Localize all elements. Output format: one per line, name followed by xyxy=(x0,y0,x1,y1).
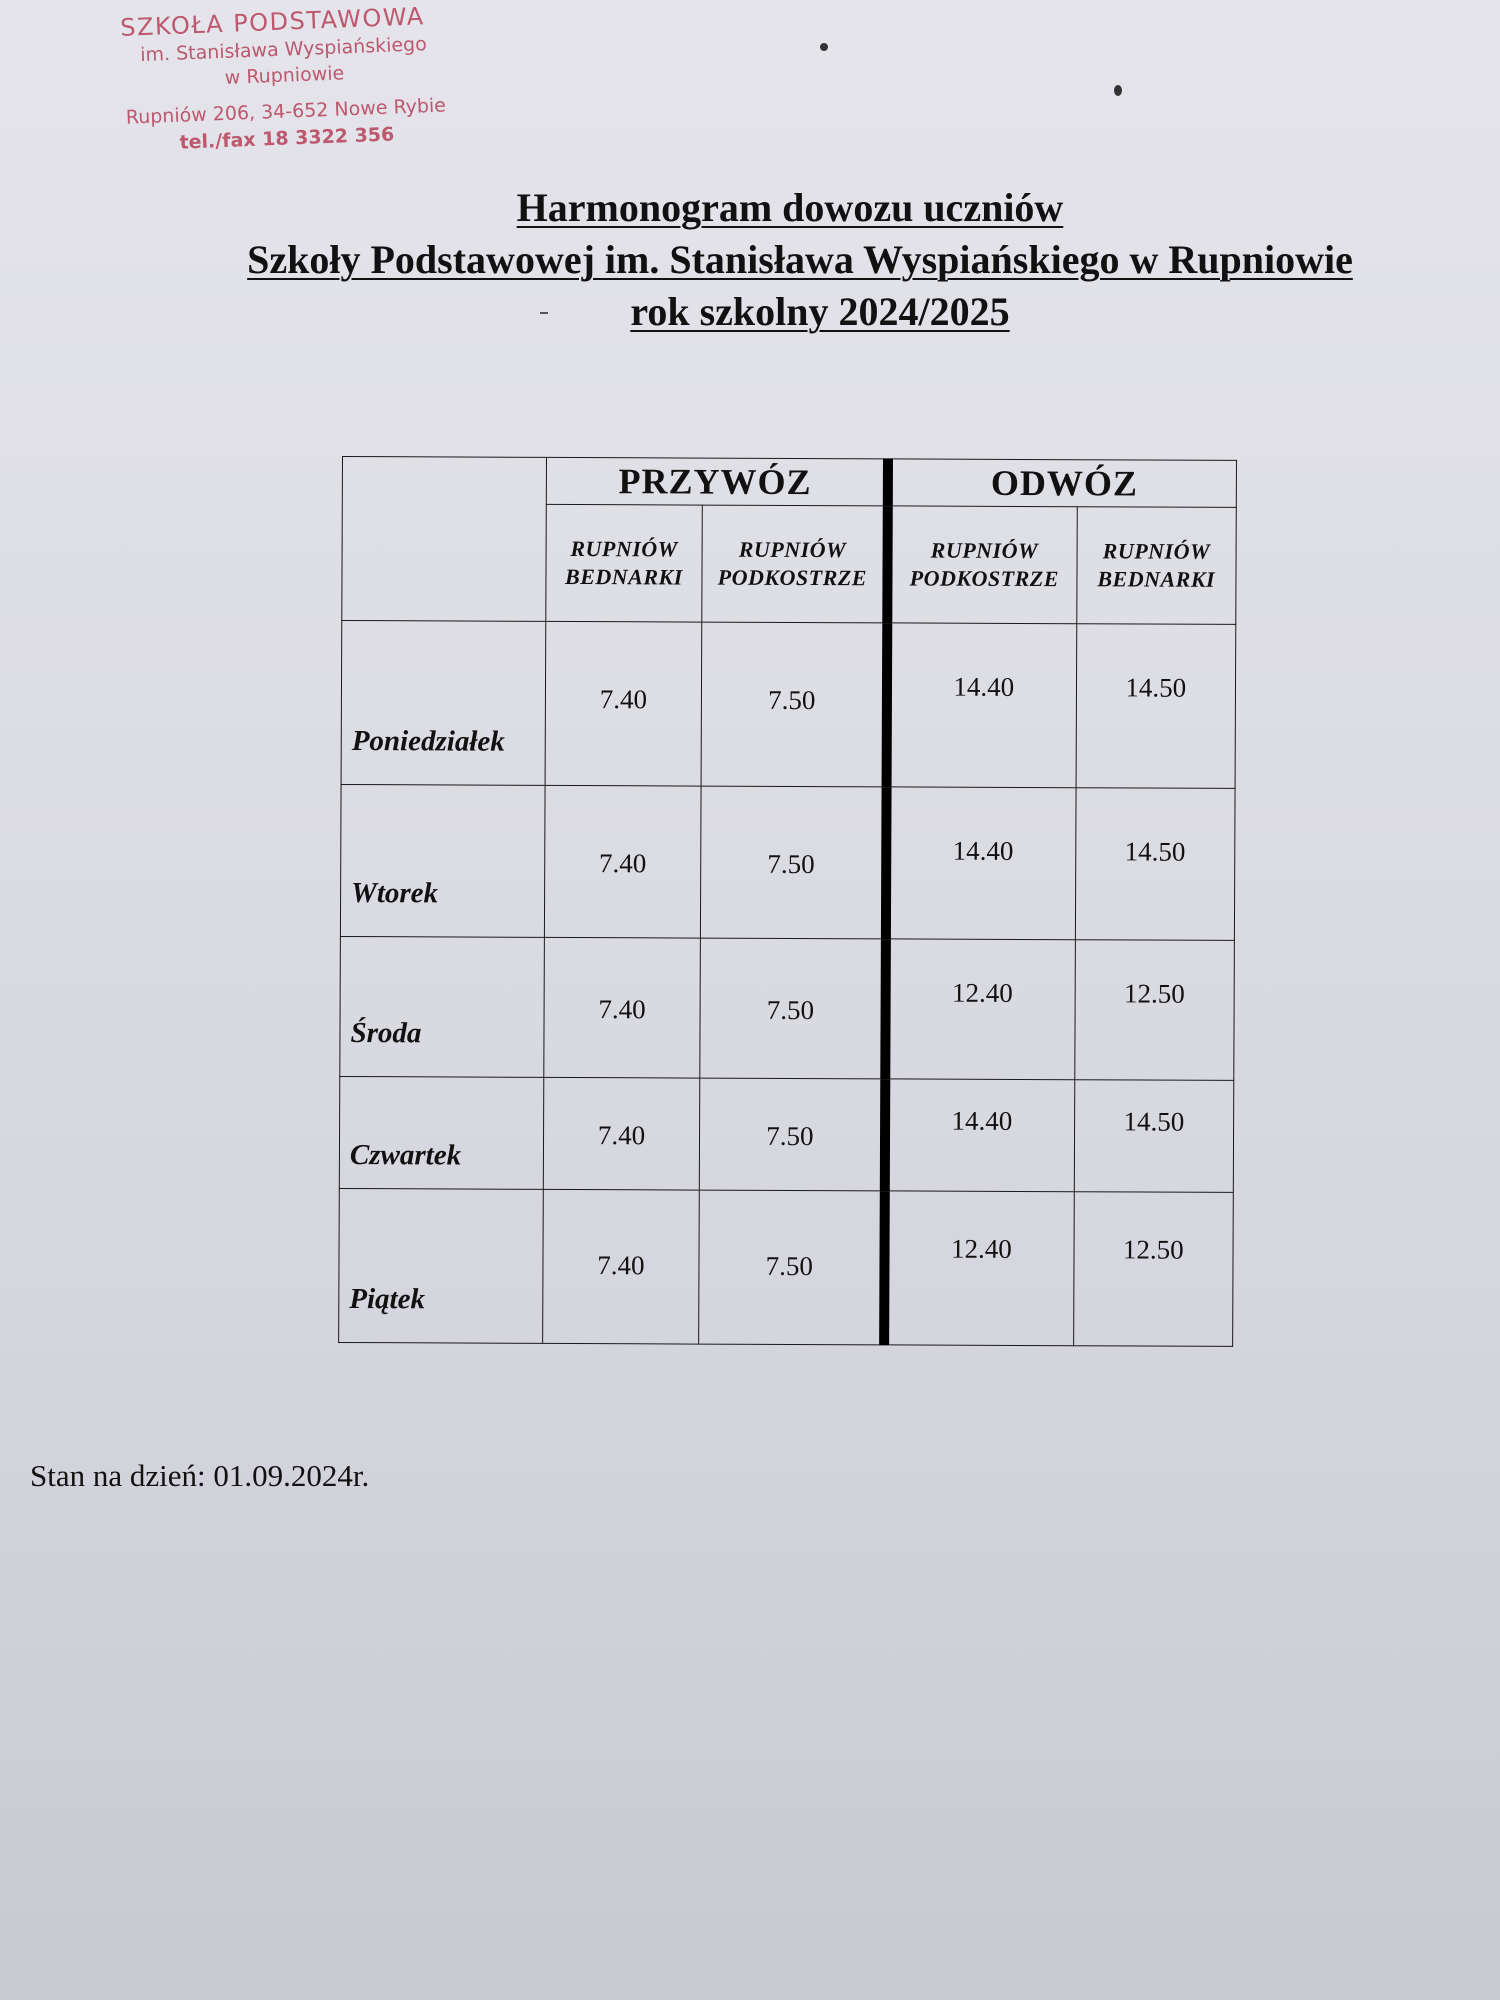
time-cell: 7.40 xyxy=(545,785,701,938)
title-line: Szkoły Podstawowej im. Stanisława Wyspiańskiego w Rupniowie xyxy=(247,237,1353,282)
schedule-table xyxy=(338,456,1237,1347)
time-cell: 7.50 xyxy=(700,786,887,939)
paper-speck xyxy=(1114,85,1122,96)
column-header-line: BEDNARKI xyxy=(565,563,683,590)
time-cell: 14.50 xyxy=(1076,624,1236,789)
time-cell: 7.40 xyxy=(545,621,701,786)
stamp-line: w Rupniowie xyxy=(224,62,345,89)
time-cell: 7.50 xyxy=(699,1078,885,1191)
column-header-line: RUPNIÓW xyxy=(1102,538,1211,564)
column-header-line: RUPNIÓW xyxy=(930,537,1039,564)
stamp-line: im. Stanisława Wyspiańskiego xyxy=(139,33,428,67)
time-cell: 14.40 xyxy=(886,787,1076,940)
school-stamp xyxy=(92,0,477,158)
time-cell: 12.40 xyxy=(884,1191,1074,1346)
column-header-line: PODKOSTRZE xyxy=(717,564,867,591)
time-cell: 14.40 xyxy=(885,1079,1074,1192)
column-header-line: RUPNIÓW xyxy=(738,536,847,563)
day-label: Piątek xyxy=(339,1188,544,1343)
stamp-line: SZKOŁA PODSTAWOWA xyxy=(119,2,426,42)
stray-mark xyxy=(540,312,548,314)
day-label: Poniedziałek xyxy=(341,621,546,786)
time-cell: 7.40 xyxy=(544,1077,700,1190)
column-header xyxy=(701,505,887,623)
column-header-line: RUPNIÓW xyxy=(570,535,678,562)
time-cell: 14.50 xyxy=(1074,1080,1234,1193)
table-row xyxy=(340,936,1235,1080)
table-row xyxy=(339,1076,1233,1192)
day-label: Wtorek xyxy=(340,784,545,937)
title-line: Harmonogram dowozu uczniów xyxy=(516,185,1064,230)
table-row xyxy=(341,621,1236,789)
time-cell: 7.50 xyxy=(701,622,888,787)
time-cell: 12.50 xyxy=(1073,1192,1233,1347)
column-header-line: PODKOSTRZE xyxy=(909,565,1059,592)
stamp-line: tel./fax 18 3322 356 xyxy=(179,123,395,154)
time-cell: 14.40 xyxy=(887,623,1077,788)
column-header xyxy=(546,504,702,622)
time-cell: 14.50 xyxy=(1075,788,1235,941)
status-date: Stan na dzień: 01.09.2024r. xyxy=(30,1458,370,1493)
time-cell: 7.50 xyxy=(698,1190,885,1345)
table-row xyxy=(340,784,1235,940)
column-header xyxy=(887,506,1077,624)
column-header xyxy=(1076,507,1236,625)
time-cell: 7.40 xyxy=(543,1189,699,1344)
time-cell: 12.40 xyxy=(885,939,1075,1080)
group-header-przywoz: PRZYWÓZ xyxy=(547,457,888,505)
table-corner-cell xyxy=(342,457,547,622)
paper-speck xyxy=(820,43,828,51)
time-cell: 7.50 xyxy=(699,938,886,1079)
title-line: rok szkolny 2024/2025 xyxy=(630,289,1010,334)
document-title xyxy=(150,182,1450,338)
time-cell: 7.40 xyxy=(544,937,700,1078)
group-header-odwoz: ODWÓZ xyxy=(888,459,1237,508)
time-cell: 12.50 xyxy=(1074,940,1234,1081)
stamp-line: Rupniów 206, 34-652 Nowe Rybie xyxy=(125,94,447,129)
day-label: Środa xyxy=(340,936,545,1077)
table-row xyxy=(339,1188,1234,1346)
schedule-table-wrapper xyxy=(338,456,1237,1344)
column-header-line: BEDNARKI xyxy=(1097,566,1216,592)
day-label: Czwartek xyxy=(339,1076,544,1189)
